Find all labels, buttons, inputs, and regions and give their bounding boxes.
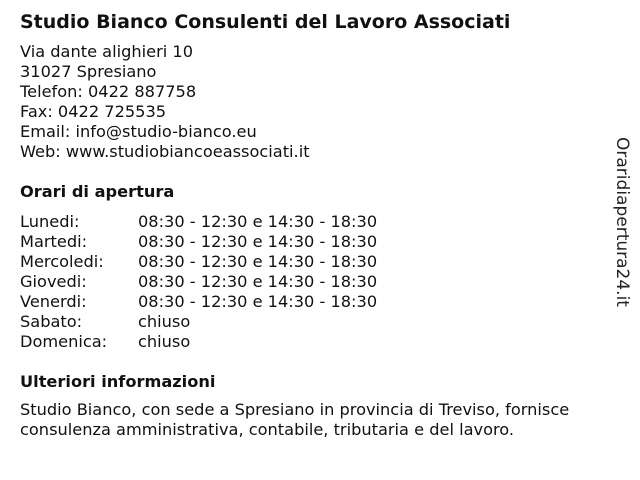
day-hours: chiuso (138, 312, 191, 331)
email-address: Email: info@studio-bianco.eu (20, 122, 257, 141)
more-info-heading: Ulteriori informazioni (20, 372, 216, 391)
opening-hours-table (20, 212, 600, 352)
business-description: Studio Bianco, con sede a Spresiano in provincia di Treviso, fornisce consulenza amministrativa, contabile, tributaria e del lavoro. (20, 400, 570, 439)
day-label: Martedi: (20, 232, 88, 251)
day-hours: 08:30 - 12:30 e 14:30 - 18:30 (138, 252, 378, 271)
city: 31027 Spresiano (20, 62, 157, 81)
day-label: Giovedi: (20, 272, 87, 291)
day-label: Domenica: (20, 332, 108, 351)
fax-number: Fax: 0422 725535 (20, 102, 167, 121)
site-watermark: Oraridiapertura24.it (612, 137, 632, 307)
hours-row-thursday (20, 272, 600, 292)
hours-row-saturday (20, 312, 600, 332)
business-name: Studio Bianco Consulenti del Lavoro Associati (20, 11, 511, 33)
hours-row-tuesday (20, 232, 600, 252)
day-hours: 08:30 - 12:30 e 14:30 - 18:30 (138, 232, 378, 251)
day-hours: 08:30 - 12:30 e 14:30 - 18:30 (138, 272, 378, 291)
day-label: Mercoledi: (20, 252, 104, 271)
hours-row-friday (20, 292, 600, 312)
hours-row-monday (20, 212, 600, 232)
website: Web: www.studiobiancoeassociati.it (20, 142, 310, 161)
day-label: Sabato: (20, 312, 83, 331)
hours-row-sunday (20, 332, 600, 352)
business-card (20, 10, 600, 440)
day-hours: 08:30 - 12:30 e 14:30 - 18:30 (138, 292, 378, 311)
day-hours: chiuso (138, 332, 191, 351)
day-label: Venerdi: (20, 292, 87, 311)
day-hours: 08:30 - 12:30 e 14:30 - 18:30 (138, 212, 378, 231)
contact-block (20, 42, 600, 162)
phone-number: Telefon: 0422 887758 (20, 82, 197, 101)
street-address: Via dante alighieri 10 (20, 42, 193, 61)
opening-hours-heading: Orari di apertura (20, 182, 175, 201)
day-label: Lunedi: (20, 212, 80, 231)
hours-row-wednesday (20, 252, 600, 272)
